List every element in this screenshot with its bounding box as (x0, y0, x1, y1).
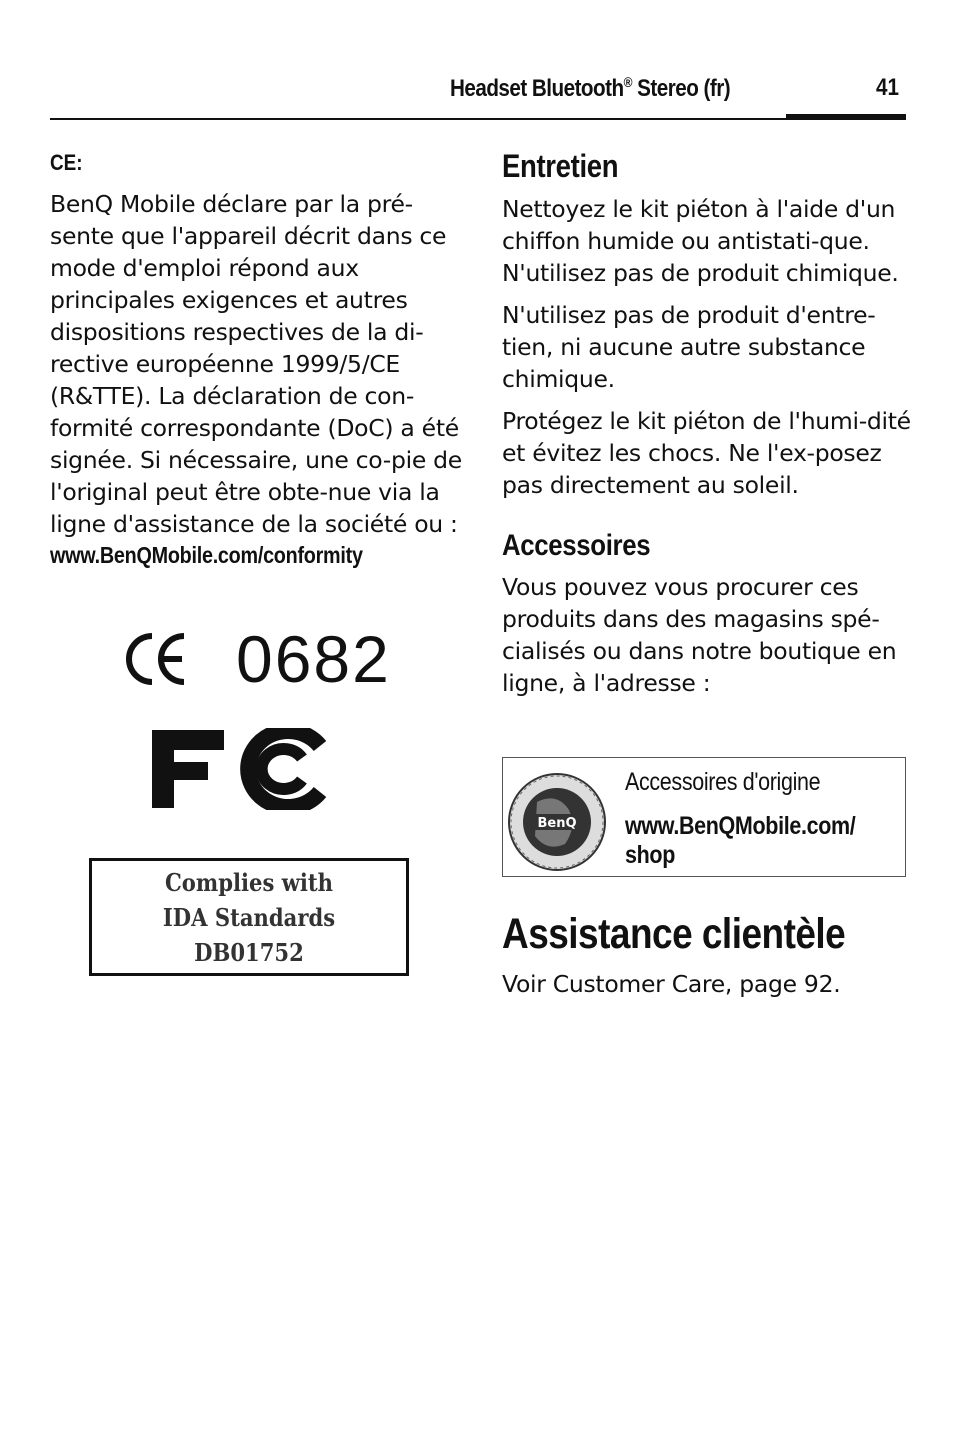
declaration-text: BenQ Mobile déclare par la pré-sente que l'appareil décrit dans ce mode d'emploi répond aux principales exigences et autres dispositions respectives de la di-rective européenne 1999/5/CE (R&TTE). La déclaration de con-formité correspondante (DoC) a été signée. Si nécessaire, une co-pie de l'original peut être obte-nue via la ligne d'assistance de la société ou : (50, 190, 462, 538)
left-column (50, 148, 470, 569)
accessoires-heading: Accessoires (502, 529, 651, 562)
ce-mark-icon (122, 630, 192, 688)
ida-line-1: Complies with (164, 868, 334, 897)
shop-url[interactable] (625, 812, 855, 870)
entretien-paragraph-2: N'utilisez pas de produit d'entre-tien, ni aucune autre substance chimique. (502, 301, 876, 393)
header-title-suffix: Stereo (fr) (631, 75, 731, 102)
page-number: 41 (876, 74, 899, 101)
registered-mark: ® (623, 74, 632, 90)
header-title-prefix: Headset Bluetooth (450, 75, 624, 102)
right-column (502, 148, 912, 699)
ce-notified-body-number: 0682 (236, 622, 391, 696)
benq-seal-icon (507, 772, 607, 872)
running-header-title (450, 74, 739, 103)
conformity-url[interactable]: www.BenQMobile.com/conformity (50, 542, 363, 568)
assistance-text: Voir Customer Care, page 92. (502, 970, 841, 998)
shop-url-line-1: www.BenQMobile.com/ (625, 812, 856, 840)
header-rule-accent (786, 114, 906, 119)
entretien-heading: Entretien (502, 148, 619, 184)
accessories-box-title: Accessoires d'origine (625, 768, 821, 796)
shop-url-line-2: shop (625, 841, 675, 869)
fcc-logo-icon (152, 728, 330, 810)
entretien-paragraph-3: Protégez le kit piéton de l'humi-dité et évitez les chocs. Ne l'ex-posez pas directement au soleil. (502, 407, 911, 499)
header-rule (50, 118, 906, 120)
assistance-heading: Assistance clientèle (502, 910, 846, 958)
ce-label: CE: (50, 150, 83, 175)
svg-text:BenQ: BenQ (537, 816, 577, 831)
ida-line-3: DB01752 (194, 938, 304, 967)
ida-compliance-box (89, 858, 409, 976)
accessoires-paragraph: Vous pouvez vous procurer ces produits dans des magasins spé-cialisés ou dans notre boutique en ligne, à l'adresse : (502, 573, 897, 697)
entretien-paragraph-1: Nettoyez le kit piéton à l'aide d'un chiffon humide ou antistati-que. N'utilisez pas de produit chimique. (502, 195, 899, 287)
original-accessories-box (502, 757, 906, 877)
ida-line-2: IDA Standards (162, 903, 336, 932)
